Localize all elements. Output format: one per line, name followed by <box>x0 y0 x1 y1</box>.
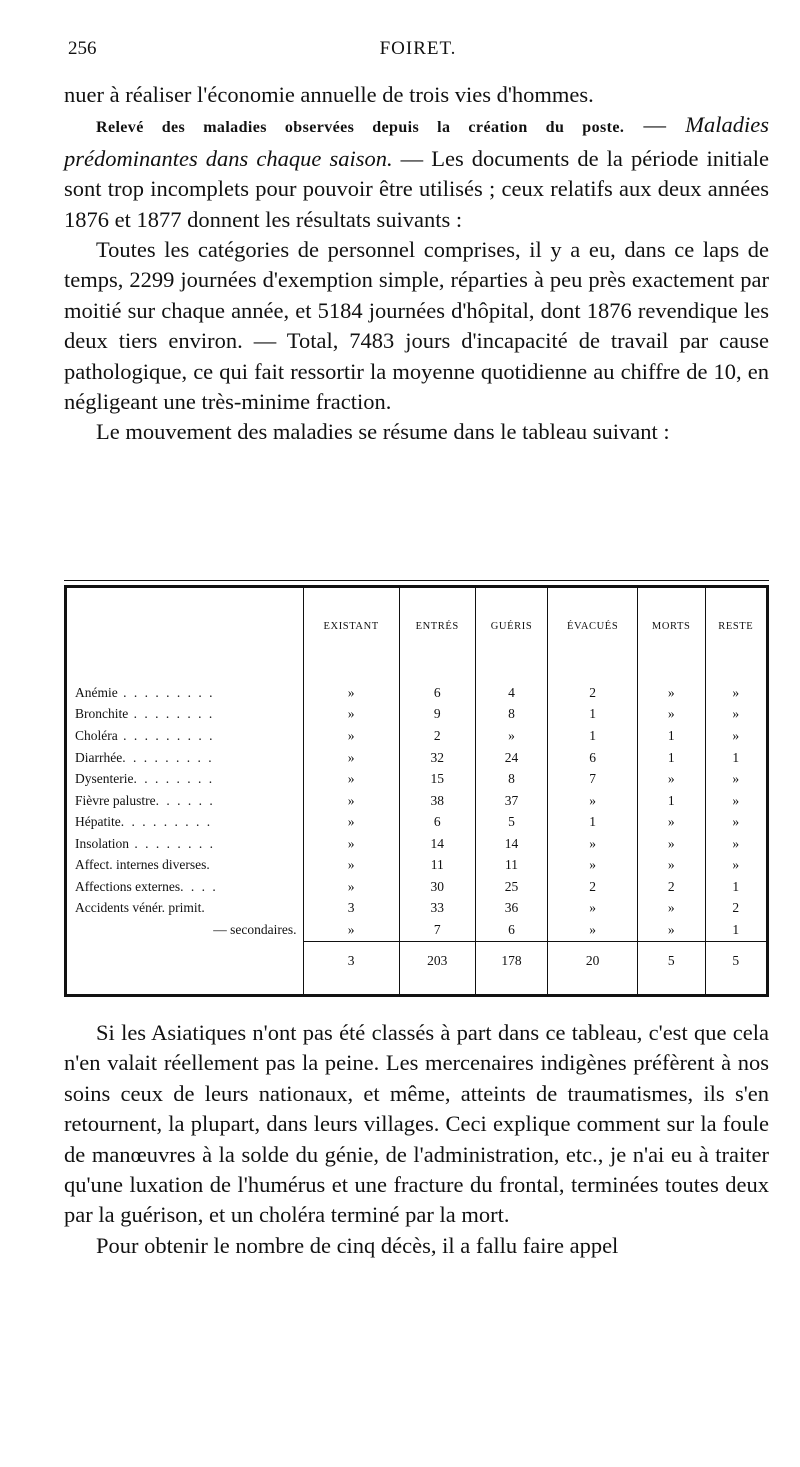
paragraph-continuation: nuer à réaliser l'économie annuelle de trois vies d'hommes. <box>64 82 594 107</box>
row-label <box>67 854 303 876</box>
cell-morts: » <box>637 682 705 704</box>
cell-reste: 2 <box>705 897 766 919</box>
disease-name: Choléra <box>75 727 118 743</box>
header-morts: MORTS <box>637 588 705 664</box>
row-label <box>67 876 303 898</box>
cell-évacués: 1 <box>548 704 637 726</box>
spacer-row <box>67 664 766 682</box>
row-label <box>67 919 303 941</box>
table-row <box>67 833 766 855</box>
cell-existant: » <box>303 790 399 812</box>
total-existant: 3 <box>303 941 399 980</box>
header-blank <box>67 588 303 664</box>
cell-évacués: 7 <box>548 768 637 790</box>
leader-dots: . . . . . . <box>155 792 215 808</box>
disease-table <box>67 588 766 994</box>
table-row <box>67 919 766 941</box>
table-header-row <box>67 588 766 664</box>
cell-guéris: 14 <box>475 833 548 855</box>
cell-existant: » <box>303 704 399 726</box>
cell-reste: » <box>705 790 766 812</box>
cell-entrés: 33 <box>399 897 475 919</box>
section-heading-bold: Relevé des maladies observées depuis la création du poste. <box>96 119 625 137</box>
cell-existant: » <box>303 682 399 704</box>
cell-reste: » <box>705 725 766 747</box>
cell-évacués: 6 <box>548 747 637 769</box>
disease-name: Accidents vénér. primit. <box>75 900 205 916</box>
cell-morts: » <box>637 768 705 790</box>
cell-guéris: » <box>475 725 548 747</box>
disease-name: Fièvre palustre <box>75 792 156 808</box>
leader-dots: . . . . . . . . <box>129 835 215 851</box>
table-row <box>67 747 766 769</box>
leader-dots: . . . . . . . . . <box>117 727 215 743</box>
spacer-cell <box>705 980 766 994</box>
cell-morts: » <box>637 704 705 726</box>
cell-évacués: » <box>548 833 637 855</box>
cell-morts: 1 <box>637 790 705 812</box>
total-évacués: 20 <box>548 941 637 980</box>
row-label <box>67 704 303 726</box>
header-existant: EXISTANT <box>303 588 399 664</box>
cell-entrés: 32 <box>399 747 475 769</box>
disease-name: Insolation <box>75 835 129 851</box>
table-row <box>67 682 766 704</box>
totals-label <box>67 941 303 980</box>
table-row <box>67 790 766 812</box>
cell-entrés: 15 <box>399 768 475 790</box>
disease-name: Diarrhée <box>75 749 123 765</box>
bottom-spacer-row <box>67 980 766 994</box>
disease-name: Dysenterie <box>75 771 134 787</box>
cell-évacués: 1 <box>548 725 637 747</box>
paragraph-section-heading <box>64 110 769 235</box>
cell-existant: » <box>303 833 399 855</box>
cell-guéris: 5 <box>475 811 548 833</box>
header-entres: ENTRÉS <box>399 588 475 664</box>
paragraph-asiatiques: Si les Asiatiques n'ont pas été classés à part dans ce tableau, c'est que cela n'en valait réellement pas la peine. Les mercenaires indigènes préfèrent à nos soins ceux de leurs nationaux, et même, atteints de traumatismes, ils s'en retournent, la plupart, dans leurs villages. Ceci explique comment sur la foule de manœuvres à la solde du génie, de l'administration, etc., je n'ai eu à traiter qu'une luxation de l'humérus et une fracture du frontal, terminées toutes deux par la guérison, et un choléra terminé par la mort. <box>64 1020 769 1228</box>
table-row <box>67 768 766 790</box>
cell-entrés: 30 <box>399 876 475 898</box>
disease-name: Bronchite <box>75 706 129 722</box>
table-row <box>67 704 766 726</box>
disease-table-frame <box>64 585 769 997</box>
leader-dots: . . . . . . . . . <box>117 684 215 700</box>
cell-existant: 3 <box>303 897 399 919</box>
paragraph-statistics: Toutes les catégories de personnel comprises, il y a eu, dans ce laps de temps, 2299 journées d'exemption simple, réparties à peu près exactement par moitié sur chaque année, et 5184 journées d'hôpital, dont 1876 revendique les deux tiers environ. — Total, 7483 jours d'incapacité de travail par cause pathologique, ce qui fait ressortir la moyenne quotidienne au chiffre de 10, en négligeant une très-minime fraction. <box>64 237 769 415</box>
disease-name: Affect. internes diverses. <box>75 857 210 873</box>
cell-évacués: 2 <box>548 682 637 704</box>
cell-reste: 1 <box>705 919 766 941</box>
disease-name: Hépatite <box>75 814 121 830</box>
cell-guéris: 24 <box>475 747 548 769</box>
paragraph-table-intro: Le mouvement des maladies se résume dans le tableau suivant : <box>96 419 670 445</box>
cell-évacués: » <box>548 897 637 919</box>
cell-existant: » <box>303 876 399 898</box>
page-header <box>68 38 768 68</box>
row-label <box>67 725 303 747</box>
cell-morts: » <box>637 811 705 833</box>
total-reste: 5 <box>705 941 766 980</box>
total-guéris: 178 <box>475 941 548 980</box>
table-top-rule <box>64 580 769 581</box>
cell-existant: » <box>303 725 399 747</box>
running-title: FOIRET. <box>379 38 457 59</box>
spacer-cell <box>399 980 475 994</box>
cell-reste: » <box>705 768 766 790</box>
spacer-cell <box>548 980 637 994</box>
cell-existant: » <box>303 747 399 769</box>
cell-morts: 1 <box>637 747 705 769</box>
header-gueris: GUÉRIS <box>475 588 548 664</box>
cell-entrés: 6 <box>399 811 475 833</box>
cell-entrés: 11 <box>399 854 475 876</box>
cell-reste: » <box>705 811 766 833</box>
cell-morts: » <box>637 919 705 941</box>
body-text-top <box>64 80 769 448</box>
cell-évacués: » <box>548 790 637 812</box>
table-row <box>67 876 766 898</box>
table-row <box>67 811 766 833</box>
cell-évacués: 2 <box>548 876 637 898</box>
leader-dots: . . . . . . . . . <box>120 814 213 830</box>
row-label <box>67 790 303 812</box>
cell-guéris: 37 <box>475 790 548 812</box>
cell-existant: » <box>303 919 399 941</box>
cell-reste: 1 <box>705 747 766 769</box>
row-label <box>67 811 303 833</box>
cell-entrés: 2 <box>399 725 475 747</box>
cell-morts: 1 <box>637 725 705 747</box>
cell-entrés: 38 <box>399 790 475 812</box>
leader-dots: . . . . <box>180 878 218 894</box>
cell-guéris: 8 <box>475 704 548 726</box>
leader-dots: . . . . . . . . <box>128 706 215 722</box>
cell-guéris: 4 <box>475 682 548 704</box>
cell-entrés: 6 <box>399 682 475 704</box>
cell-reste: » <box>705 854 766 876</box>
cell-reste: » <box>705 682 766 704</box>
cell-morts: 2 <box>637 876 705 898</box>
heading-separator: — <box>624 112 686 138</box>
paragraph-deces: Pour obtenir le nombre de cinq décès, il a fallu faire appel <box>96 1232 619 1258</box>
row-label <box>67 897 303 919</box>
cell-guéris: 8 <box>475 768 548 790</box>
row-label <box>67 833 303 855</box>
cell-guéris: 36 <box>475 897 548 919</box>
total-entrés: 203 <box>399 941 475 980</box>
disease-name: Affections externes <box>75 878 181 894</box>
cell-reste: 1 <box>705 876 766 898</box>
table-body <box>67 664 766 994</box>
totals-row <box>67 941 766 980</box>
cell-morts: » <box>637 897 705 919</box>
cell-existant: » <box>303 811 399 833</box>
row-label <box>67 768 303 790</box>
cell-morts: » <box>637 854 705 876</box>
page-number: 256 <box>68 38 97 59</box>
leader-dots: . . . . . . . . . <box>122 749 214 765</box>
cell-entrés: 9 <box>399 704 475 726</box>
header-evacues: ÉVACUÉS <box>548 588 637 664</box>
table-row <box>67 725 766 747</box>
cell-existant: » <box>303 854 399 876</box>
table-row <box>67 897 766 919</box>
cell-guéris: 11 <box>475 854 548 876</box>
cell-évacués: 1 <box>548 811 637 833</box>
cell-existant: » <box>303 768 399 790</box>
cell-entrés: 14 <box>399 833 475 855</box>
spacer-cell <box>67 980 303 994</box>
spacer-cell <box>475 980 548 994</box>
spacer-cell <box>303 980 399 994</box>
paragraph-text: — Les documents de la période initiale sont trop incomplets pour pouvoir être utilisés ; ceux relatifs aux deux années 1876 et 1877 donnent les résultats suivants : <box>64 145 770 232</box>
row-label <box>67 682 303 704</box>
row-label <box>67 747 303 769</box>
header-reste: RESTE <box>705 588 766 664</box>
cell-évacués: » <box>548 919 637 941</box>
cell-guéris: 6 <box>475 919 548 941</box>
spacer-cell <box>637 980 705 994</box>
cell-reste: » <box>705 833 766 855</box>
body-text-bottom <box>64 1018 769 1261</box>
table-row <box>67 854 766 876</box>
cell-guéris: 25 <box>475 876 548 898</box>
disease-name: — secondaires. <box>213 922 297 938</box>
cell-entrés: 7 <box>399 919 475 941</box>
cell-morts: » <box>637 833 705 855</box>
cell-reste: » <box>705 704 766 726</box>
leader-dots: . . . . . . . . <box>133 771 215 787</box>
section-heading-italic: Maladies prédominantes dans chaque saison. <box>64 112 769 171</box>
disease-name: Anémie <box>75 684 118 700</box>
cell-évacués: » <box>548 854 637 876</box>
total-morts: 5 <box>637 941 705 980</box>
